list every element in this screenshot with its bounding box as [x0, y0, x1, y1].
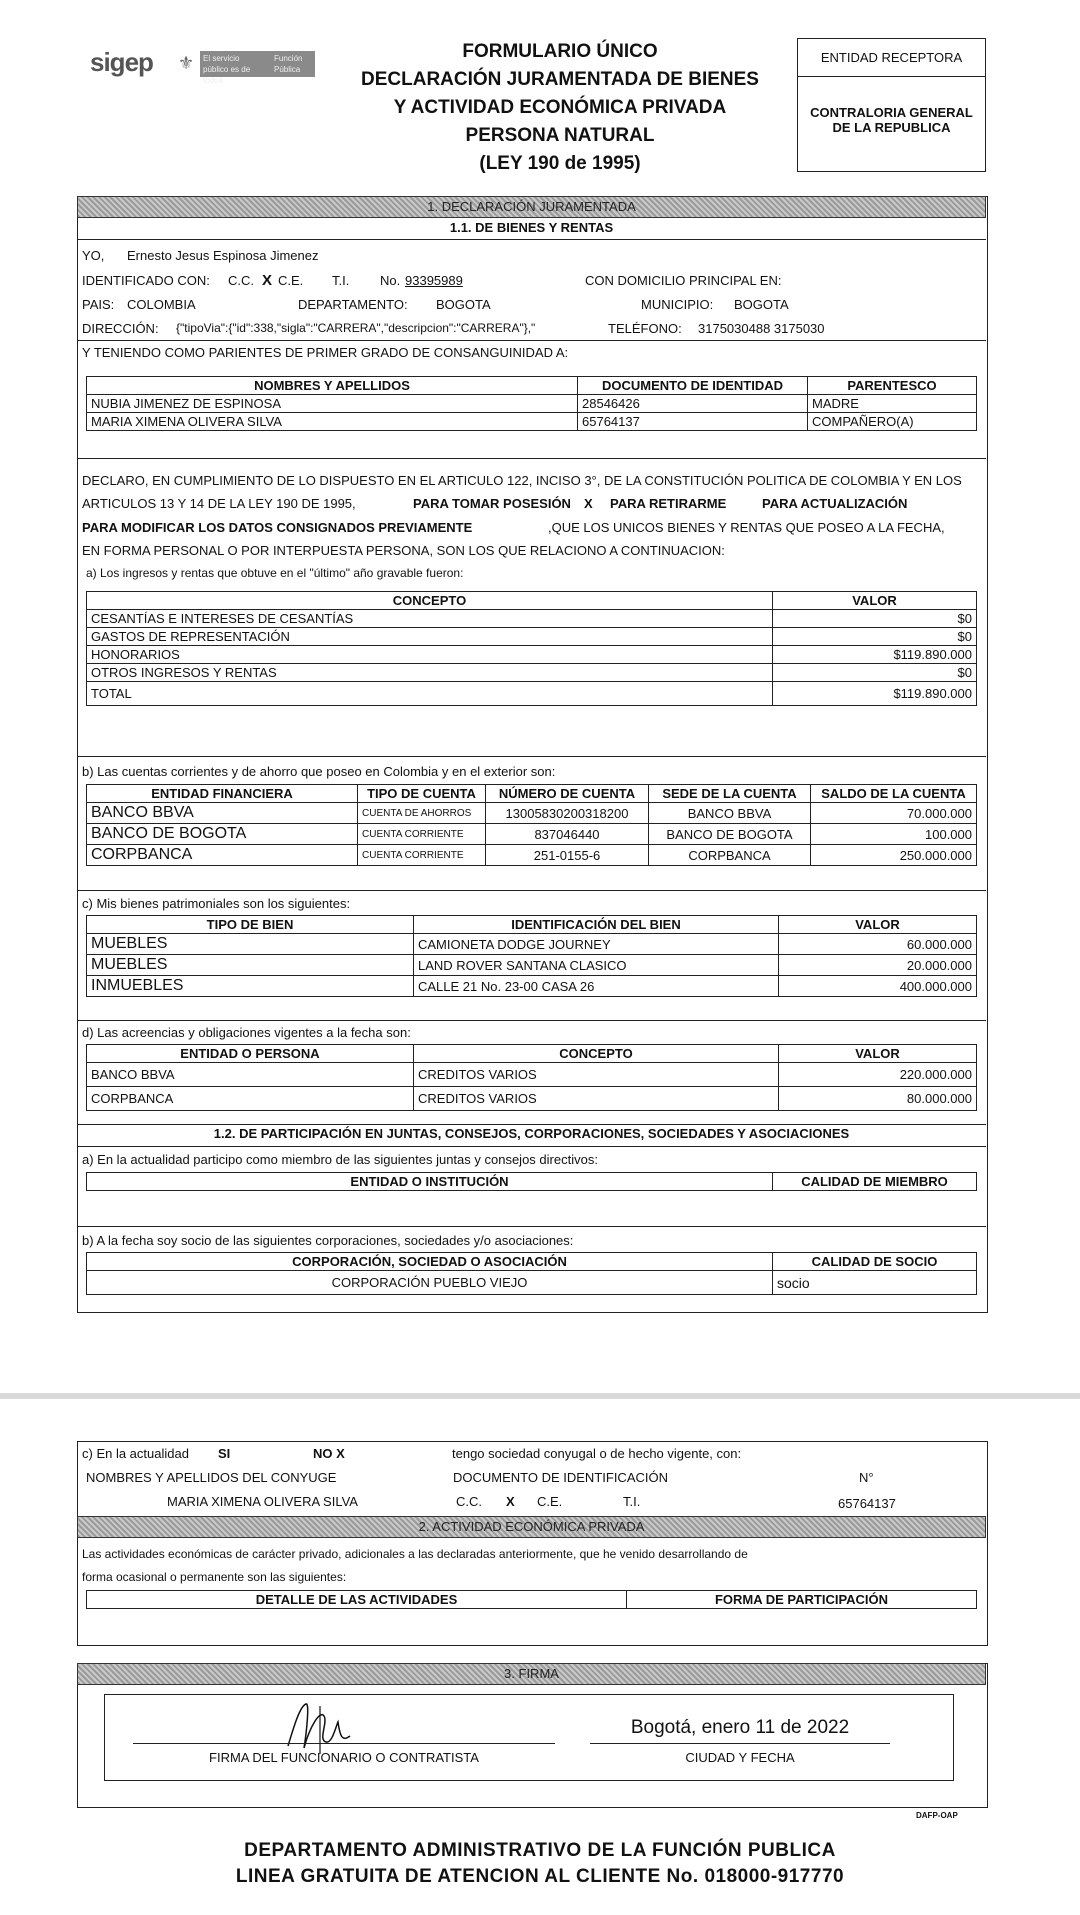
board-header-calidad: CALIDAD DE MIEMBRO	[773, 1173, 977, 1191]
no-label: No.	[380, 273, 401, 288]
debts-label: d) Las acreencias y obligaciones vigentes a la fecha son:	[82, 1025, 411, 1040]
table-row	[87, 682, 977, 706]
table-row	[87, 395, 977, 413]
spouse-n-label: N°	[859, 1470, 874, 1485]
acc-header-numero: NÚMERO DE CUENTA	[486, 785, 649, 803]
acc-sede: CORPBANCA	[649, 845, 811, 866]
income-total-label: TOTAL	[87, 682, 773, 706]
table-row	[87, 1087, 977, 1111]
table-row	[87, 1063, 977, 1087]
act-header-forma: FORMA DE PARTICIPACIÓN	[627, 1591, 977, 1609]
pais-value: COLOMBIA	[127, 297, 196, 312]
income-total-value: $119.890.000	[773, 682, 977, 706]
decl-posesion-mark: X	[584, 496, 593, 511]
income-header-valor: VALOR	[773, 592, 977, 610]
telefono-value: 3175030488 3175030	[698, 321, 825, 336]
municipio-label: MUNICIPIO:	[641, 297, 714, 312]
spouse-no: NO X	[313, 1446, 345, 1461]
income-value: $0	[773, 628, 977, 646]
decl-posesion: PARA TOMAR POSESIÓN	[413, 496, 571, 511]
spouse-name: MARIA XIMENA OLIVERA SILVA	[167, 1494, 358, 1509]
asset-type: MUEBLES	[87, 955, 414, 976]
ti-label: T.I.	[332, 273, 350, 288]
divider	[77, 756, 986, 757]
divider	[77, 890, 986, 891]
rel-parentesco: MADRE	[808, 395, 977, 413]
ce-label: C.E.	[278, 273, 304, 288]
sigep-logo	[90, 45, 325, 85]
asset-header-id: IDENTIFICACIÓN DEL BIEN	[414, 916, 779, 934]
income-concept: OTROS INGRESOS Y RENTAS	[87, 664, 773, 682]
municipio-value: BOGOTA	[734, 297, 789, 312]
spouse-id: 65764137	[838, 1496, 896, 1511]
cc-mark: X	[262, 272, 273, 289]
divider	[77, 1124, 986, 1125]
entity-name-2: DE LA REPUBLICA	[832, 120, 951, 135]
table-row	[87, 664, 977, 682]
table-row	[87, 628, 977, 646]
asset-value: 60.000.000	[779, 934, 977, 955]
rel-doc: 65764137	[578, 413, 808, 431]
asset-value: 400.000.000	[779, 976, 977, 997]
date-line	[590, 1743, 890, 1744]
accounts-table	[86, 784, 977, 866]
asset-id: LAND ROVER SANTANA CLASICO	[414, 955, 779, 976]
corps-label: b) A la fecha soy socio de las siguientes corporaciones, sociedades y/o asociaciones:	[82, 1233, 574, 1248]
yo-label: YO,	[82, 248, 105, 263]
corp-header-name: CORPORACIÓN, SOCIEDAD O ASOCIACIÓN	[87, 1253, 773, 1271]
rel-header-doc: DOCUMENTO DE IDENTIDAD	[578, 377, 808, 395]
acc-number: 13005830200318200	[486, 803, 649, 824]
income-value: $119.890.000	[773, 646, 977, 664]
corps-table	[86, 1252, 977, 1295]
signature-line	[133, 1743, 555, 1744]
debt-header-valor: VALOR	[779, 1045, 977, 1063]
boards-table	[86, 1172, 977, 1191]
section-3-band: 3. FIRMA	[77, 1663, 986, 1685]
logo-text: sigep	[90, 47, 153, 77]
pais-label: PAIS:	[82, 297, 115, 312]
acc-balance: 100.000	[811, 824, 977, 845]
cc-label: C.C.	[228, 273, 254, 288]
rel-name: NUBIA JIMENEZ DE ESPINOSA	[87, 395, 578, 413]
accounts-label: b) Las cuentas corrientes y de ahorro que poseo en Colombia y en el exterior son:	[82, 764, 556, 779]
boards-label: a) En la actualidad participo como miembro de las siguientes juntas y consejos directivos:	[82, 1152, 598, 1167]
decl-line-1: DECLARO, EN CUMPLIMIENTO DE LO DISPUESTO EN EL ARTICULO 122, INCISO 3°, DE LA CONSTITUCIÓN POLITICA DE COLOMBIA Y EN LOS	[82, 473, 962, 488]
asset-id: CAMIONETA DODGE JOURNEY	[414, 934, 779, 955]
asset-type: MUEBLES	[87, 934, 414, 955]
rel-header-parentesco: PARENTESCO	[808, 377, 977, 395]
income-value: $0	[773, 664, 977, 682]
rel-parentesco: COMPAÑERO(A)	[808, 413, 977, 431]
direccion-label: DIRECCIÓN:	[82, 321, 159, 336]
entity-box	[797, 38, 986, 172]
city-label: CIUDAD Y FECHA	[685, 1750, 795, 1765]
debt-value: 220.000.000	[779, 1063, 977, 1087]
spouse-ti: T.I.	[623, 1494, 641, 1509]
spouse-intro: c) En la actualidad	[82, 1446, 189, 1461]
divider	[77, 1226, 986, 1227]
activities-table	[86, 1590, 977, 1609]
acc-header-tipo: TIPO DE CUENTA	[358, 785, 486, 803]
corp-name: CORPORACIÓN PUEBLO VIEJO	[87, 1271, 773, 1295]
depto-label: DEPARTAMENTO:	[298, 297, 408, 312]
spouse-si: SI	[218, 1446, 231, 1461]
decl-line-2: ARTICULOS 13 Y 14 DE LA LEY 190 DE 1995,	[82, 496, 356, 511]
debts-table	[86, 1044, 977, 1111]
table-row	[87, 1271, 977, 1295]
income-concept: CESANTÍAS E INTERESES DE CESANTÍAS	[87, 610, 773, 628]
asset-header-valor: VALOR	[779, 916, 977, 934]
acc-sede: BANCO BBVA	[649, 803, 811, 824]
acc-type: CUENTA CORRIENTE	[358, 845, 486, 866]
footer-line-2: LINEA GRATUITA DE ATENCION AL CLIENTE No. 018000-917770	[235, 1866, 845, 1887]
divider	[77, 1020, 986, 1021]
acc-entity: CORPBANCA	[87, 845, 358, 866]
section-1-band: 1. DECLARACIÓN JURAMENTADA	[77, 196, 986, 218]
activities-line-2: forma ocasional o permanente son las siguientes:	[82, 1570, 347, 1584]
title-line-2: DECLARACIÓN JURAMENTADA DE BIENES	[361, 69, 759, 90]
decl-actualizacion: PARA ACTUALIZACIÓN	[762, 496, 908, 511]
acc-balance: 70.000.000	[811, 803, 977, 824]
acc-type: CUENTA DE AHORROS	[358, 803, 486, 824]
corp-calidad: socio	[773, 1271, 977, 1295]
corp-header-calidad: CALIDAD DE SOCIO	[773, 1253, 977, 1271]
entity-label: ENTIDAD RECEPTORA	[798, 39, 985, 77]
acc-number: 251-0155-6	[486, 845, 649, 866]
income-table	[86, 591, 977, 706]
title-line-4: PERSONA NATURAL	[465, 125, 655, 146]
parientes-label: Y TENIENDO COMO PARIENTES DE PRIMER GRADO DE CONSANGUINIDAD A:	[82, 345, 569, 360]
page-separator	[0, 1393, 1080, 1399]
debt-entity: BANCO BBVA	[87, 1063, 414, 1087]
income-concept: GASTOS DE REPRESENTACIÓN	[87, 628, 773, 646]
depto-value: BOGOTA	[436, 297, 491, 312]
asset-type: INMUEBLES	[87, 976, 414, 997]
rel-doc: 28546426	[578, 395, 808, 413]
city-date: Bogotá, enero 11 de 2022	[630, 1717, 850, 1738]
title-line-5: (LEY 190 de 1995)	[479, 153, 641, 174]
income-value: $0	[773, 610, 977, 628]
acc-entity: BANCO BBVA	[87, 803, 358, 824]
assets-table	[86, 915, 977, 997]
dafp-code: DAFP-OAP	[916, 1811, 958, 1820]
asset-value: 20.000.000	[779, 955, 977, 976]
spouse-ce: C.E.	[537, 1494, 563, 1509]
decl-line-4: EN FORMA PERSONAL O POR INTERPUESTA PERSONA, SON LOS QUE RELACIONO A CONTINUACION:	[82, 543, 725, 558]
divider	[77, 1146, 986, 1147]
acc-entity: BANCO DE BOGOTA	[87, 824, 358, 845]
activities-line-1: Las actividades económicas de carácter privado, adicionales a las declaradas anteriormente, que he venido desarrollando de	[82, 1547, 748, 1561]
spouse-cc: C.C.	[456, 1494, 482, 1509]
spouse-cc-mark: X	[506, 1494, 515, 1509]
income-header-concepto: CONCEPTO	[87, 592, 773, 610]
debt-header-entidad: ENTIDAD O PERSONA	[87, 1045, 414, 1063]
income-label: a) Los ingresos y rentas que obtuve en el "último" año gravable fueron:	[86, 566, 464, 580]
declarant-name: Ernesto Jesus Espinosa Jimenez	[127, 248, 319, 263]
id-number: 93395989	[405, 273, 463, 288]
table-row	[87, 845, 977, 866]
table-row	[87, 934, 977, 955]
logo-function: Función Pública	[274, 54, 303, 74]
signature-icon	[280, 1696, 360, 1756]
table-row	[87, 803, 977, 824]
firma-label: FIRMA DEL FUNCIONARIO O CONTRATISTA	[209, 1750, 479, 1765]
debt-concept: CREDITOS VARIOS	[414, 1087, 779, 1111]
decl-retirarme: PARA RETIRARME	[610, 496, 727, 511]
rel-name: MARIA XIMENA OLIVERA SILVA	[87, 413, 578, 431]
acc-header-saldo: SALDO DE LA CUENTA	[811, 785, 977, 803]
table-row	[87, 646, 977, 664]
entity-name-1: CONTRALORIA GENERAL	[810, 105, 973, 120]
debt-value: 80.000.000	[779, 1087, 977, 1111]
income-concept: HONORARIOS	[87, 646, 773, 664]
acc-type: CUENTA CORRIENTE	[358, 824, 486, 845]
board-header-entidad: ENTIDAD O INSTITUCIÓN	[87, 1173, 773, 1191]
decl-line-3: ,QUE LOS UNICOS BIENES Y RENTAS QUE POSEO A LA FECHA,	[548, 520, 945, 535]
subsection-1-1: 1.1. DE BIENES Y RENTAS	[77, 217, 986, 240]
subsection-1-2: 1.2. DE PARTICIPACIÓN EN JUNTAS, CONSEJOS, CORPORACIONES, SOCIEDADES Y ASOCIACIONES	[213, 1126, 850, 1141]
title-line-3: Y ACTIVIDAD ECONÓMICA PRIVADA	[393, 97, 727, 118]
table-row	[87, 413, 977, 431]
asset-id: CALLE 21 No. 23-00 CASA 26	[414, 976, 779, 997]
title-line-1: FORMULARIO ÚNICO	[462, 41, 658, 62]
telefono-label: TELÉFONO:	[608, 321, 682, 336]
acc-number: 837046440	[486, 824, 649, 845]
acc-header-entidad: ENTIDAD FINANCIERA	[87, 785, 358, 803]
acc-balance: 250.000.000	[811, 845, 977, 866]
debt-entity: CORPBANCA	[87, 1087, 414, 1111]
footer-line-1: DEPARTAMENTO ADMINISTRATIVO DE LA FUNCIÓN PUBLICA	[244, 1840, 836, 1861]
divider	[77, 340, 986, 341]
spouse-doc-label: DOCUMENTO DE IDENTIFICACIÓN	[453, 1470, 668, 1485]
debt-header-concepto: CONCEPTO	[414, 1045, 779, 1063]
domicilio-label: CON DOMICILIO PRINCIPAL EN:	[585, 273, 782, 288]
table-row	[87, 955, 977, 976]
logo-tagline: El servicio público es de todos	[203, 54, 251, 85]
coat-of-arms-icon: ⚜	[178, 53, 195, 73]
acc-header-sede: SEDE DE LA CUENTA	[649, 785, 811, 803]
table-row	[87, 610, 977, 628]
asset-header-tipo: TIPO DE BIEN	[87, 916, 414, 934]
table-row	[87, 976, 977, 997]
debt-concept: CREDITOS VARIOS	[414, 1063, 779, 1087]
decl-modificar: PARA MODIFICAR LOS DATOS CONSIGNADOS PREVIAMENTE	[82, 520, 473, 535]
acc-sede: BANCO DE BOGOTA	[649, 824, 811, 845]
rel-header-name: NOMBRES Y APELLIDOS	[87, 377, 578, 395]
act-header-detalle: DETALLE DE LAS ACTIVIDADES	[87, 1591, 627, 1609]
id-label: IDENTIFICADO CON:	[82, 273, 210, 288]
assets-label: c) Mis bienes patrimoniales son los siguientes:	[82, 896, 351, 911]
divider	[77, 458, 986, 459]
logo-banner	[200, 51, 315, 85]
spouse-tengo: tengo sociedad conyugal o de hecho vigente, con:	[452, 1446, 742, 1461]
section-2-band: 2. ACTIVIDAD ECONÓMICA PRIVADA	[77, 1516, 986, 1538]
relatives-table	[86, 376, 977, 431]
direccion-value: {"tipoVia":{"id":338,"sigla":"CARRERA","descripcion":"CARRERA"},"	[176, 321, 536, 335]
spouse-names-label: NOMBRES Y APELLIDOS DEL CONYUGE	[86, 1470, 337, 1485]
table-row	[87, 824, 977, 845]
